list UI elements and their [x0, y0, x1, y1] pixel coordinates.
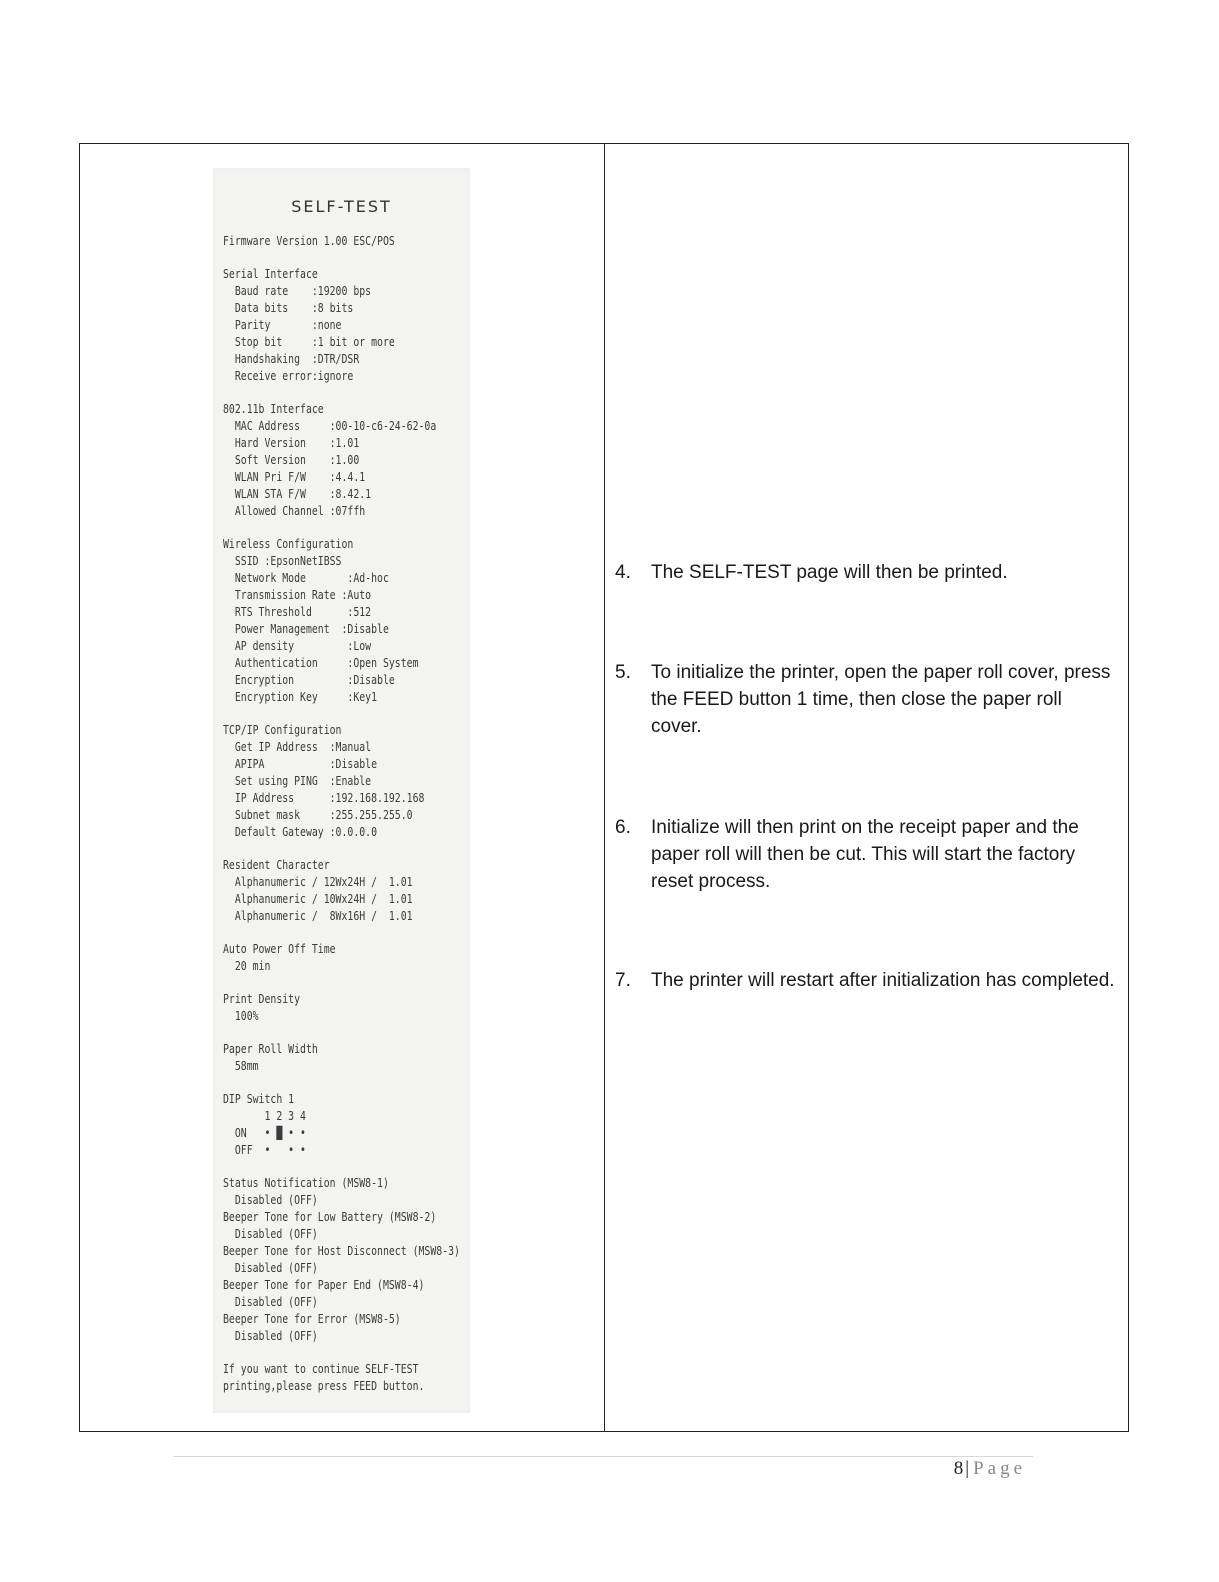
step-number: 7.: [615, 970, 631, 991]
receipt-line: Firmware Version 1.00 ESC/POS: [223, 234, 395, 248]
receipt-line: Handshaking :DTR/DSR: [223, 352, 360, 366]
receipt-line: 1 2 3 4: [223, 1109, 306, 1123]
step-text: To initialize the printer, open the paper roll cover, press the FEED button 1 time, then close the paper roll cover.: [651, 662, 1111, 737]
column-divider: [604, 144, 605, 1431]
step-number: 4.: [615, 562, 631, 583]
receipt-title: SELF-TEST: [291, 197, 392, 216]
receipt-line: 100%: [223, 1009, 259, 1023]
receipt-line: Get IP Address :Manual: [223, 740, 372, 754]
receipt-line: Disabled (OFF): [223, 1227, 318, 1241]
receipt-line: Disabled (OFF): [223, 1261, 318, 1275]
receipt-line: [223, 520, 421, 536]
receipt-line: Serial Interface: [223, 267, 318, 281]
receipt-line: SSID :EpsonNetIBSS: [223, 554, 342, 568]
receipt-line: MAC Address :00-10-c6-24-62-0a: [223, 419, 437, 433]
receipt-line: Set using PING :Enable: [223, 774, 372, 788]
receipt-line: If you want to continue SELF-TEST: [223, 1362, 419, 1376]
receipt-line: WLAN Pri F/W :4.4.1: [223, 470, 366, 484]
self-test-receipt-image: [213, 168, 470, 1413]
receipt-line: Beeper Tone for Paper End (MSW8-4): [223, 1278, 425, 1292]
receipt-line: Hard Version :1.01: [223, 436, 360, 450]
receipt-body: [223, 233, 464, 1395]
receipt-line: 58mm: [223, 1059, 259, 1073]
receipt-line: [223, 1025, 421, 1041]
receipt-line: TCP/IP Configuration: [223, 723, 342, 737]
step-4: [615, 559, 1115, 586]
step-5: [615, 659, 1115, 740]
step-number: 6.: [615, 817, 631, 838]
receipt-line: Beeper Tone for Host Disconnect (MSW8-3): [223, 1244, 460, 1258]
receipt-line: Print Density: [223, 992, 301, 1006]
receipt-line: 802.11b Interface: [223, 402, 324, 416]
receipt-line: [223, 925, 421, 941]
receipt-line: Resident Character: [223, 858, 330, 872]
receipt-line: Alphanumeric / 10Wx24H / 1.01: [223, 892, 413, 906]
receipt-line: Beeper Tone for Low Battery (MSW8-2): [223, 1210, 437, 1224]
receipt-line: Beeper Tone for Error (MSW8-5): [223, 1312, 401, 1326]
receipt-line: 20 min: [223, 959, 271, 973]
receipt-line: [223, 841, 421, 857]
receipt-line: APIPA :Disable: [223, 757, 378, 771]
receipt-line: Parity :none: [223, 318, 342, 332]
page-word: Page: [973, 1458, 1026, 1479]
receipt-line: [223, 1075, 421, 1091]
receipt-line: Disabled (OFF): [223, 1329, 318, 1343]
receipt-line: Disabled (OFF): [223, 1295, 318, 1309]
receipt-line: [223, 1345, 421, 1361]
receipt-line: Soft Version :1.00: [223, 453, 360, 467]
step-7: [615, 967, 1115, 994]
receipt-line: Wireless Configuration: [223, 537, 354, 551]
receipt-line: DIP Switch 1: [223, 1092, 295, 1106]
receipt-line: [223, 385, 421, 401]
receipt-line: Status Notification (MSW8-1): [223, 1176, 389, 1190]
receipt-line: Auto Power Off Time: [223, 942, 336, 956]
receipt-line: Alphanumeric / 8Wx16H / 1.01: [223, 909, 413, 923]
receipt-line: Power Management :Disable: [223, 622, 389, 636]
step-text: The printer will restart after initialization has completed.: [651, 970, 1115, 991]
page-separator: |: [965, 1458, 970, 1479]
receipt-line: Encryption :Disable: [223, 673, 395, 687]
page-number-value: 8: [953, 1458, 964, 1479]
receipt-line: IP Address :192.168.192.168: [223, 791, 425, 805]
receipt-line: ON • █ • •: [223, 1126, 306, 1140]
receipt-line: Encryption Key :Key1: [223, 690, 378, 704]
receipt-line: Authentication :Open System: [223, 656, 419, 670]
step-text: The SELF-TEST page will then be printed.: [651, 562, 1008, 583]
receipt-line: [223, 250, 421, 266]
receipt-line: Data bits :8 bits: [223, 301, 354, 315]
step-6: [615, 814, 1115, 895]
receipt-line: [223, 1159, 421, 1175]
page-number: [954, 1458, 1026, 1480]
receipt-line: printing,please press FEED button.: [223, 1379, 425, 1393]
receipt-line: AP density :Low: [223, 639, 372, 653]
content-table: [79, 143, 1129, 1432]
receipt-line: Network Mode :Ad-hoc: [223, 571, 389, 585]
step-text: Initialize will then print on the receipt paper and the paper roll will then be cut. This will start the factory reset process.: [651, 817, 1079, 892]
receipt-line: [223, 975, 421, 991]
receipt-line: WLAN STA F/W :8.42.1: [223, 487, 372, 501]
receipt-line: Default Gateway :0.0.0.0: [223, 825, 378, 839]
receipt-line: OFF • • •: [223, 1143, 306, 1157]
receipt-line: Baud rate :19200 bps: [223, 284, 372, 298]
receipt-line: Alphanumeric / 12Wx24H / 1.01: [223, 875, 413, 889]
receipt-line: Allowed Channel :07ffh: [223, 504, 366, 518]
receipt-line: Disabled (OFF): [223, 1193, 318, 1207]
receipt-line: Receive error:ignore: [223, 369, 354, 383]
receipt-line: Subnet mask :255.255.255.0: [223, 808, 413, 822]
step-number: 5.: [615, 662, 631, 683]
footer-rule: [173, 1456, 1033, 1457]
receipt-line: [223, 706, 421, 722]
receipt-line: Transmission Rate :Auto: [223, 588, 372, 602]
receipt-line: Paper Roll Width: [223, 1042, 318, 1056]
receipt-line: Stop bit :1 bit or more: [223, 335, 395, 349]
receipt-line: RTS Threshold :512: [223, 605, 372, 619]
